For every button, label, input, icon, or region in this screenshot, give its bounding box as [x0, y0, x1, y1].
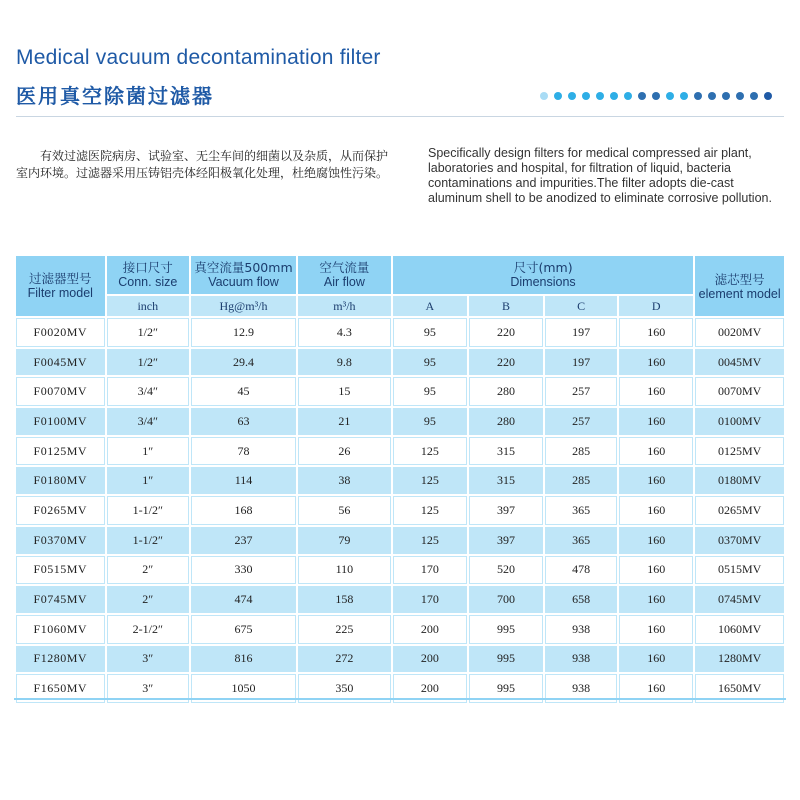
header-conn-size: [107, 256, 189, 294]
decorative-dot: [750, 92, 758, 100]
cell-dim-a: 200: [393, 674, 467, 703]
cell-dim-a: 200: [393, 646, 467, 673]
table-row: [16, 527, 784, 554]
cell-dim-a: 125: [393, 437, 467, 466]
cell-vacuum-flow: 675: [191, 615, 296, 644]
cell-dim-c: 197: [545, 318, 617, 347]
decorative-dot: [554, 92, 562, 100]
cell-element-model: 0125MV: [695, 437, 784, 466]
cell-filter-model: F0370MV: [16, 527, 105, 554]
cell-dim-c: 938: [545, 646, 617, 673]
cell-filter-model: F0100MV: [16, 408, 105, 435]
decorative-dot: [568, 92, 576, 100]
cell-vacuum-flow: 29.4: [191, 349, 296, 376]
cell-dim-b: 520: [469, 556, 543, 585]
cell-dim-d: 160: [619, 615, 693, 644]
intro-text-english: Specifically design filters for medical compressed air plant, laboratories and hospital, for filtration of liquid, bacteria contaminations and impurities.The filter adopts die-cast aluminum shell to be anodized to eliminate corrosive pollution.: [428, 146, 772, 205]
cell-dim-c: 365: [545, 527, 617, 554]
cell-conn-size: 3/4″: [107, 408, 189, 435]
cell-dim-d: 160: [619, 646, 693, 673]
header-conn-size-en: Conn. size: [118, 275, 178, 289]
header-dimensions: [393, 256, 694, 294]
cell-element-model: 0265MV: [695, 496, 784, 525]
cell-filter-model: F1280MV: [16, 646, 105, 673]
cell-dim-d: 160: [619, 437, 693, 466]
header-air-flow-en: Air flow: [323, 275, 365, 289]
table-row: [16, 437, 784, 466]
cell-air-flow: 21: [298, 408, 391, 435]
cell-dim-a: 95: [393, 408, 467, 435]
cell-filter-model: F0265MV: [16, 496, 105, 525]
cell-element-model: 0070MV: [695, 377, 784, 406]
cell-air-flow: 158: [298, 586, 391, 613]
header-dim-c: C: [545, 296, 617, 316]
cell-air-flow: 38: [298, 467, 391, 494]
header-filter-model-cn: 过滤器型号: [29, 271, 92, 286]
cell-dim-b: 397: [469, 496, 543, 525]
table-row: [16, 467, 784, 494]
cell-dim-a: 125: [393, 467, 467, 494]
unit-vacuum-flow: Hg@m³/h: [191, 296, 296, 316]
header-filter-model: [16, 256, 105, 316]
cell-vacuum-flow: 45: [191, 377, 296, 406]
cell-dim-c: 478: [545, 556, 617, 585]
cell-dim-c: 257: [545, 377, 617, 406]
cell-dim-d: 160: [619, 527, 693, 554]
decorative-dot: [666, 92, 674, 100]
table-row: [16, 318, 784, 347]
table-bottom-rule: [14, 698, 786, 700]
header-dim-a: A: [393, 296, 467, 316]
cell-dim-d: 160: [619, 467, 693, 494]
cell-vacuum-flow: 168: [191, 496, 296, 525]
header-element-model-cn: 滤芯型号: [714, 271, 765, 287]
cell-filter-model: F0180MV: [16, 467, 105, 494]
cell-dim-a: 95: [393, 377, 467, 406]
cell-element-model: 0180MV: [695, 467, 784, 494]
decorative-dot: [638, 92, 646, 100]
decorative-dot: [708, 92, 716, 100]
cell-air-flow: 272: [298, 646, 391, 673]
cell-conn-size: 1″: [107, 437, 189, 466]
cell-element-model: 0045MV: [695, 349, 784, 376]
cell-air-flow: 79: [298, 527, 391, 554]
header-divider: [16, 116, 784, 117]
cell-vacuum-flow: 816: [191, 646, 296, 673]
table-row: [16, 408, 784, 435]
cell-air-flow: 350: [298, 674, 391, 703]
decorative-dot: [582, 92, 590, 100]
cell-conn-size: 1/2″: [107, 349, 189, 376]
cell-air-flow: 56: [298, 496, 391, 525]
cell-filter-model: F0070MV: [16, 377, 105, 406]
decorative-dot: [736, 92, 744, 100]
header-dimensions-en: Dimensions: [510, 275, 576, 289]
cell-element-model: 1280MV: [695, 646, 784, 673]
decorative-dot: [694, 92, 702, 100]
cell-conn-size: 1″: [107, 467, 189, 494]
cell-conn-size: 3″: [107, 646, 189, 673]
cell-dim-d: 160: [619, 377, 693, 406]
decorative-dot: [764, 92, 772, 100]
header-dimensions-cn: 尺寸(mm): [513, 260, 573, 275]
header-filter-model-en: Filter model: [27, 286, 93, 300]
cell-conn-size: 1-1/2″: [107, 527, 189, 554]
cell-dim-d: 160: [619, 674, 693, 703]
cell-dim-d: 160: [619, 349, 693, 376]
header-dim-b: B: [469, 296, 543, 316]
header-element-model-en: element model: [698, 286, 781, 301]
cell-vacuum-flow: 114: [191, 467, 296, 494]
cell-filter-model: F0020MV: [16, 318, 105, 347]
cell-dim-a: 95: [393, 318, 467, 347]
header-element-model: [695, 256, 784, 316]
cell-dim-b: 700: [469, 586, 543, 613]
cell-vacuum-flow: 12.9: [191, 318, 296, 347]
cell-element-model: 0745MV: [695, 586, 784, 613]
cell-dim-c: 938: [545, 615, 617, 644]
table-row: [16, 496, 784, 525]
cell-conn-size: 2″: [107, 586, 189, 613]
cell-vacuum-flow: 330: [191, 556, 296, 585]
cell-filter-model: F0125MV: [16, 437, 105, 466]
cell-dim-d: 160: [619, 408, 693, 435]
cell-element-model: 0100MV: [695, 408, 784, 435]
cell-filter-model: F0515MV: [16, 556, 105, 585]
decorative-dot: [540, 92, 548, 100]
cell-element-model: 0515MV: [695, 556, 784, 585]
page-title-chinese: 医用真空除菌过滤器: [16, 84, 214, 108]
cell-air-flow: 15: [298, 377, 391, 406]
cell-filter-model: F0045MV: [16, 349, 105, 376]
header-air-flow-cn: 空气流量: [319, 260, 370, 275]
cell-conn-size: 3/4″: [107, 377, 189, 406]
cell-dim-b: 315: [469, 437, 543, 466]
header-vacuum-flow-en: Vacuum flow: [208, 275, 279, 289]
cell-filter-model: F0745MV: [16, 586, 105, 613]
header-vacuum-flow-cn: 真空流量500mm: [194, 260, 293, 275]
cell-vacuum-flow: 1050: [191, 674, 296, 703]
cell-dim-c: 285: [545, 437, 617, 466]
page-title: Medical vacuum decontamination filter: [16, 46, 381, 69]
table-row: [16, 586, 784, 613]
header-air-flow: [298, 256, 391, 294]
cell-vacuum-flow: 237: [191, 527, 296, 554]
decorative-dot: [610, 92, 618, 100]
decorative-dot: [722, 92, 730, 100]
cell-conn-size: 1/2″: [107, 318, 189, 347]
decorative-dot: [624, 92, 632, 100]
cell-element-model: 0370MV: [695, 527, 784, 554]
header-vacuum-flow: [191, 256, 296, 294]
spec-table: [14, 254, 786, 705]
intro-text-chinese: 有效过滤医院病房、试验室、无尘车间的细菌以及杂质，从而保护室内环境。过滤器采用压铸铝壳体经阳极氧化处理，杜绝腐蚀性污染。: [16, 149, 389, 180]
cell-element-model: 1650MV: [695, 674, 784, 703]
cell-dim-b: 220: [469, 349, 543, 376]
cell-conn-size: 1-1/2″: [107, 496, 189, 525]
cell-dim-b: 220: [469, 318, 543, 347]
cell-dim-b: 995: [469, 615, 543, 644]
cell-dim-c: 257: [545, 408, 617, 435]
cell-conn-size: 2-1/2″: [107, 615, 189, 644]
cell-dim-b: 995: [469, 674, 543, 703]
cell-dim-a: 125: [393, 527, 467, 554]
table-row: [16, 615, 784, 644]
unit-air-flow: m³/h: [298, 296, 391, 316]
cell-dim-c: 365: [545, 496, 617, 525]
cell-dim-d: 160: [619, 586, 693, 613]
table-row: [16, 646, 784, 673]
cell-air-flow: 9.8: [298, 349, 391, 376]
decorative-dot: [596, 92, 604, 100]
cell-vacuum-flow: 63: [191, 408, 296, 435]
cell-dim-a: 170: [393, 556, 467, 585]
cell-dim-b: 315: [469, 467, 543, 494]
cell-dim-c: 197: [545, 349, 617, 376]
cell-filter-model: F1060MV: [16, 615, 105, 644]
cell-conn-size: 2″: [107, 556, 189, 585]
cell-dim-d: 160: [619, 496, 693, 525]
cell-element-model: 0020MV: [695, 318, 784, 347]
header-dim-d: D: [619, 296, 693, 316]
cell-element-model: 1060MV: [695, 615, 784, 644]
cell-dim-b: 995: [469, 646, 543, 673]
decorative-dot-row: [540, 92, 780, 102]
table-row: [16, 349, 784, 376]
cell-air-flow: 110: [298, 556, 391, 585]
cell-vacuum-flow: 78: [191, 437, 296, 466]
cell-conn-size: 3″: [107, 674, 189, 703]
table-row: [16, 377, 784, 406]
decorative-dot: [680, 92, 688, 100]
cell-dim-b: 280: [469, 377, 543, 406]
cell-dim-d: 160: [619, 318, 693, 347]
header-conn-size-cn: 接口尺寸: [122, 260, 173, 275]
cell-dim-a: 125: [393, 496, 467, 525]
table-row: [16, 556, 784, 585]
cell-dim-c: 285: [545, 467, 617, 494]
cell-dim-a: 170: [393, 586, 467, 613]
cell-vacuum-flow: 474: [191, 586, 296, 613]
cell-dim-b: 397: [469, 527, 543, 554]
cell-dim-b: 280: [469, 408, 543, 435]
cell-dim-a: 95: [393, 349, 467, 376]
cell-dim-d: 160: [619, 556, 693, 585]
cell-dim-c: 938: [545, 674, 617, 703]
cell-dim-a: 200: [393, 615, 467, 644]
cell-air-flow: 225: [298, 615, 391, 644]
cell-dim-c: 658: [545, 586, 617, 613]
cell-air-flow: 26: [298, 437, 391, 466]
cell-filter-model: F1650MV: [16, 674, 105, 703]
unit-conn-size: inch: [107, 296, 189, 316]
cell-air-flow: 4.3: [298, 318, 391, 347]
decorative-dot: [652, 92, 660, 100]
